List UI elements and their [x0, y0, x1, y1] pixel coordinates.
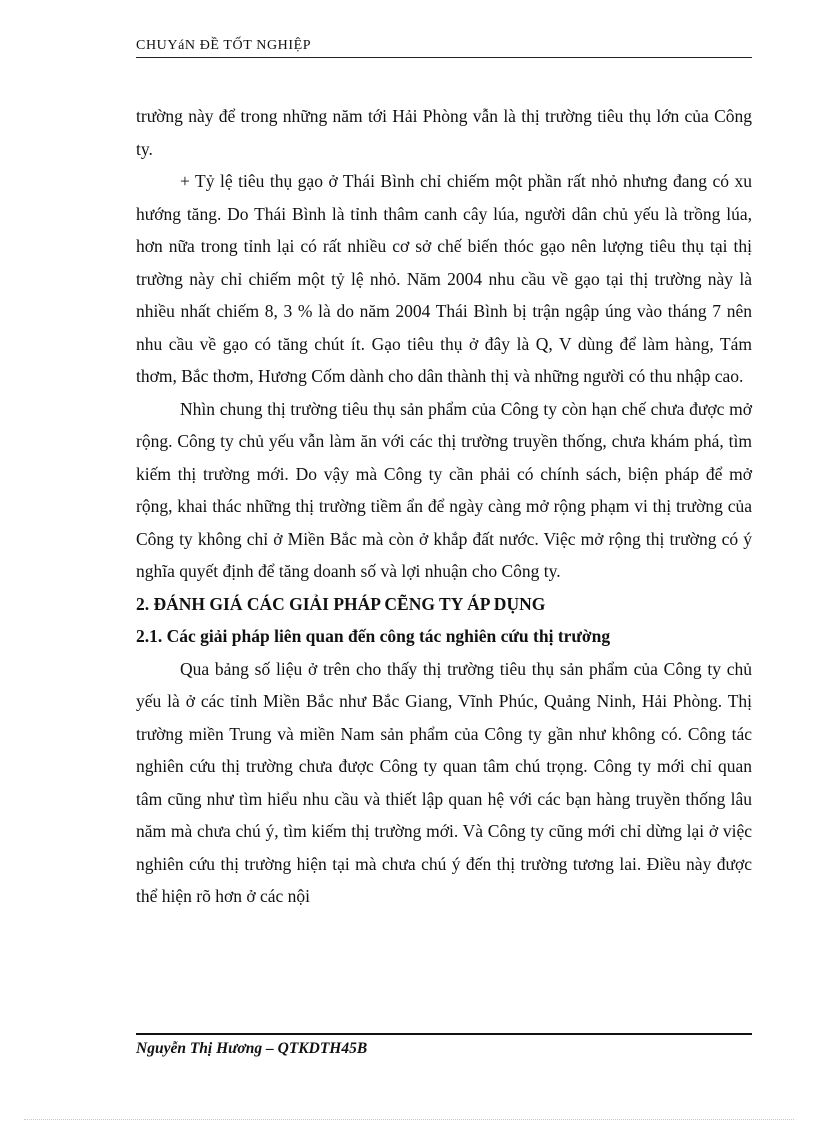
page-footer-author: Nguyễn Thị Hương – QTKDTH45B	[136, 1040, 368, 1057]
paragraph-continuation: trường này để trong những năm tới Hải Phòng vẫn là thị trường tiêu thụ lớn của Công ty.	[136, 106, 752, 159]
paragraph-summary: Nhìn chung thị trường tiêu thụ sản phẩm của Công ty còn hạn chế chưa được mở rộng. Công ty chủ yếu vẫn làm ăn với các thị trường truyền thống, chưa khám phá, tìm kiếm thị trường mới. Do vậy mà Công ty cần phải có chính sách, biện pháp để mở rộng, khai thác những thị trường tiềm ẩn để ngày càng mở rộng phạm vi thị trường của Công ty không chỉ ở Miền Bắc mà còn ở khắp đất nước. Việc mở rộng thị trường có ý nghĩa quyết định để tăng doanh số và lợi nhuận cho Công ty.	[136, 398, 752, 581]
document-body	[136, 100, 752, 913]
subsection-heading: 2.1. Các giải pháp liên quan đến công tác nghiên cứu thị trường	[136, 626, 611, 646]
paragraph-market-research: Qua bảng số liệu ở trên cho thấy thị trường tiêu thụ sản phẩm của Công ty chủ yếu là ở các tỉnh Miền Bắc như Bắc Giang, Vĩnh Phúc, Quảng Ninh, Hải Phòng. Thị trường miền Trung và miền Nam sản phẩm của Công ty gần như không có. Công tác nghiên cứu thị trường chưa được Công ty quan tâm chú trọng. Công ty mới chỉ quan tâm cũng như tìm hiểu nhu cầu và thiết lập quan hệ với các bạn hàng truyền thống lâu năm mà chưa chú ý, tìm kiếm thị trường mới. Và Công ty cũng mới chỉ dừng lại ở việc nghiên cứu thị trường hiện tại mà chưa chú ý đến thị trường tương lai. Điều này được thể hiện rõ hơn ở các nội	[136, 658, 752, 906]
header-divider	[136, 57, 752, 58]
page-header-title: CHUYáN ĐỀ TỐT NGHIỆP	[136, 38, 312, 53]
page-bottom-edge	[24, 1119, 794, 1120]
footer-divider	[136, 1033, 752, 1035]
section-heading: 2. ĐÁNH GIÁ CÁC GIẢI PHÁP CẼNG TY ÁP DỤNG	[136, 593, 546, 614]
paragraph-thai-binh: + Tỷ lệ tiêu thụ gạo ở Thái Bình chỉ chiếm một phần rất nhỏ nhưng đang có xu hướng tăng. Do Thái Bình là tỉnh thâm canh cây lúa, người dân chủ yếu là trồng lúa, hơn nữa trong tỉnh lại có rất nhiều cơ sở chế biến thóc gạo nên lượng tiêu thụ tại thị trường này chỉ chiếm một tỷ lệ nhỏ. Năm 2004 nhu cầu về gạo tại thị trường này là nhiều nhất chiếm 8, 3 % là do năm 2004 Thái Bình bị trận ngập úng vào tháng 7 nên nhu cầu về gạo có tăng chút ít. Gạo tiêu thụ ở đây là Q, V dùng để làm hàng, Tám thơm, Bắc thơm, Hương Cốm dành cho dân thành thị và những người có thu nhập cao.	[136, 171, 752, 386]
